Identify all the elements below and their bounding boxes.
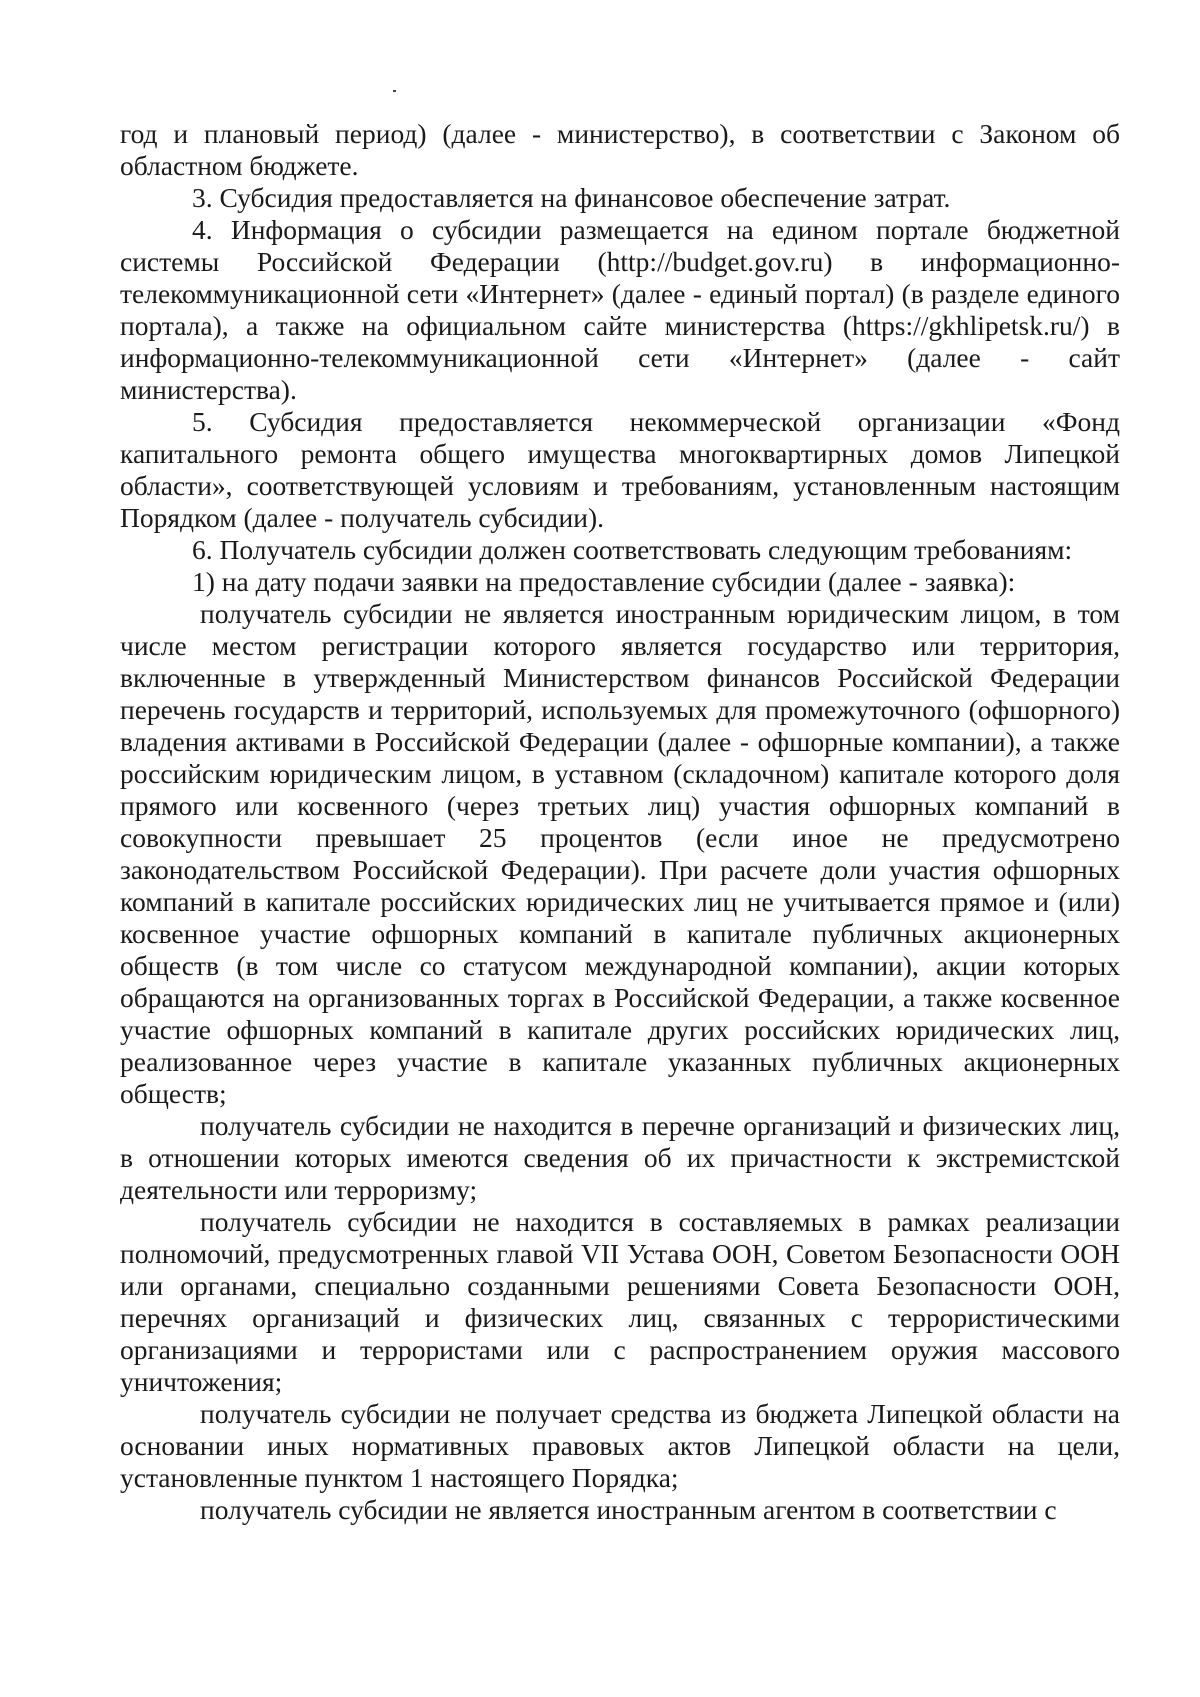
paragraph-requirement-extremism: получатель субсидии не находится в перечне организаций и физических лиц, в отношении которых имеются сведения об их причастности к экстремистской деятельности или терроризму; [120, 1110, 1120, 1205]
paragraph-item-6: 6. Получатель субсидии должен соответствовать следующим требованиям: [192, 534, 1073, 565]
paragraph-requirement-offshore: получатель субсидии не является иностранным юридическим лицом, в том числе местом регистрации которого является государство или территория, включенные в утвержденный Министерством финансов Российской Федерации перечень государств и территорий, используемых для промежуточного (офшорного) владения активами в Российской Федерации (далее - офшорные компании), а также российским юридическим лицом, в уставном (складочном) капитале которого доля прямого или косвенного (через третьих лиц) участия офшорных компаний в совокупности превышает 25 процентов (если иное не предусмотрено законодательством Российской Федерации). При расчете доли участия офшорных компаний в капитале российских юридических лиц не учитывается прямое и (или) косвенное участие офшорных компаний в капитале публичных акционерных обществ (в том числе со статусом международной компании), акции которых обращаются на организованных торгах в Российской Федерации, а также косвенное участие офшорных компаний в капитале других российских юридических лиц, реализованное через участие в капитале указанных публичных акционерных обществ; [120, 598, 1120, 1109]
paragraph-item-4: 4. Информация о субсидии размещается на едином портале бюджетной системы Российской Федерации (http://budget.gov.ru) в информационно-телекоммуникационной сети «Интернет» (далее - единый портал) (в разделе единого портала), а также на официальном сайте министерства (https://gkhlipetsk.ru/) в информационно-телекоммуникационной сети «Интернет» (далее - сайт министерства). [120, 214, 1120, 405]
paragraph-item-6-1: 1) на дату подачи заявки на предоставление субсидии (далее - заявка): [192, 566, 1016, 597]
paragraph-requirement-budget: получатель субсидии не получает средства из бюджета Липецкой области на основании иных нормативных правовых актов Липецкой области на цели, установленные пунктом 1 настоящего Порядка; [120, 1398, 1120, 1493]
paragraph-continuation: год и плановый период) (далее - министерство), в соответствии с Законом об областном бюджете. [120, 118, 1120, 181]
paragraph-requirement-un: получатель субсидии не находится в составляемых в рамках реализации полномочий, предусмотренных главой VII Устава ООН, Советом Безопасности ООН или органами, специально созданными решениями Совета Безопасности ООН, перечнях организаций и физических лиц, связанных с террористическими организациями и террористами или с распространением оружия массового уничтожения; [120, 1206, 1120, 1397]
document-page [120, 118, 1120, 1526]
paragraph-item-3: 3. Субсидия предоставляется на финансовое обеспечение затрат. [192, 182, 951, 213]
scan-speck [393, 90, 396, 92]
paragraph-item-5: 5. Субсидия предоставляется некоммерческой организации «Фонд капитального ремонта общего имущества многоквартирных домов Липецкой области», соответствующей условиям и требованиям, установленным настоящим Порядком (далее - получатель субсидии). [120, 406, 1120, 533]
paragraph-requirement-agent: получатель субсидии не является иностранным агентом в соответствии с [200, 1494, 1057, 1525]
